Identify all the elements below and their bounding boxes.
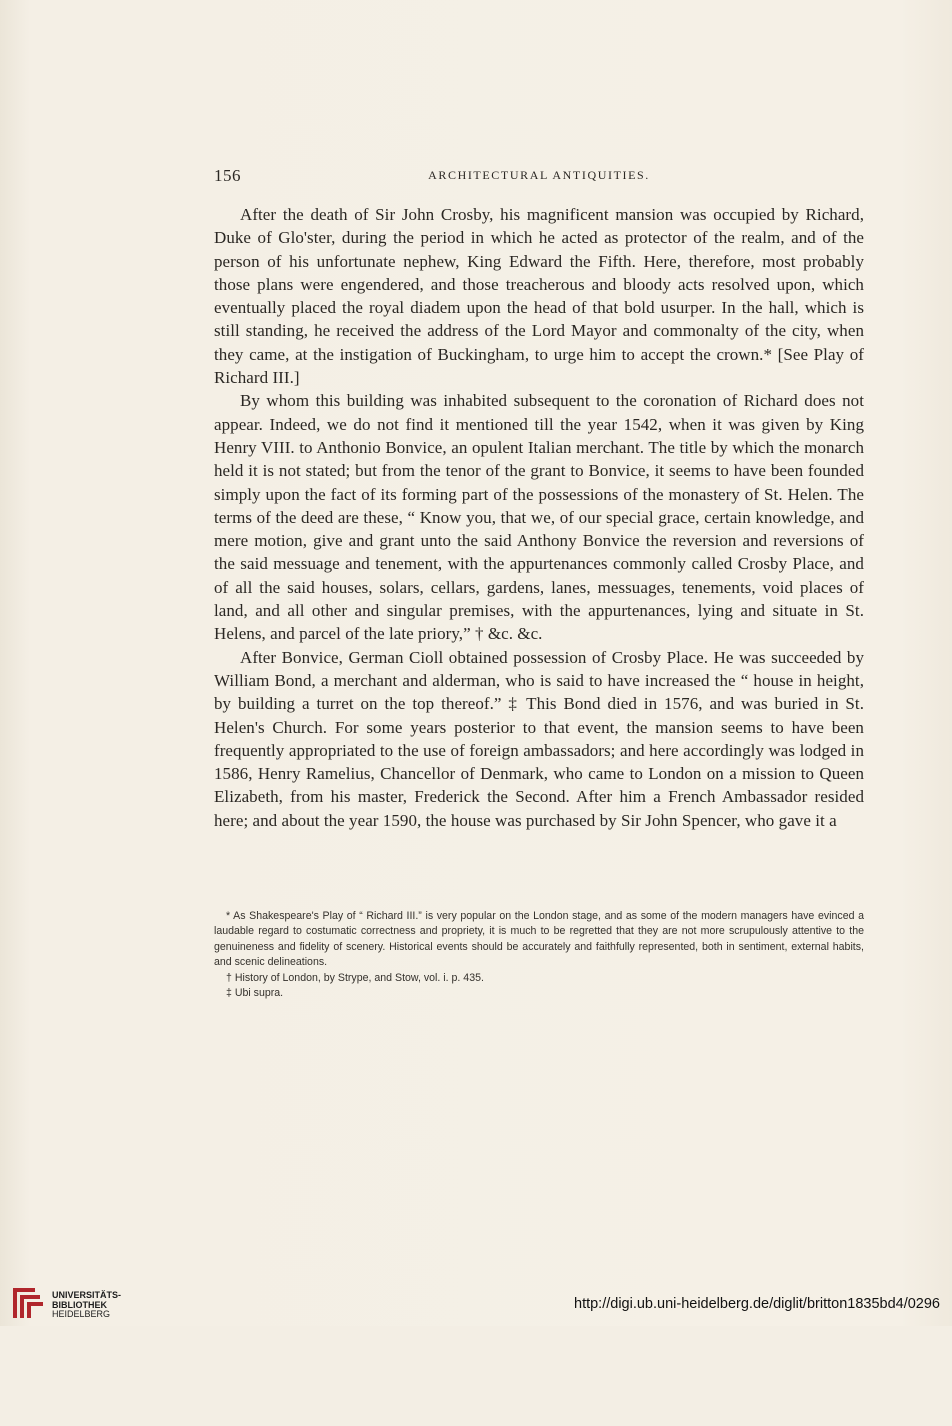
paragraph: After Bonvice, German Cioll obtained possession of Crosby Place. He was succeeded by William Bond, a merchant and alderman, who is said to have increased the “ house in height, by building a turret on the top thereof.” ‡ This Bond died in 1576, and was buried in St. Helen's Church. For some years posterior to that event, the mansion seems to have been frequently appropriated to the use of foreign ambassadors; and here accordingly was lodged in 1586, Henry Ramelius, Chancellor of Denmark, who came to London on a mission to Queen Elizabeth, from his master, Frederick the Second. After him a French Ambassador resided here; and about the year 1590, the house was purchased by Sir John Spencer, who gave it a — [214, 647, 864, 830]
paragraph: After the death of Sir John Crosby, his magnificent mansion was occupied by Richard, Duke of Glo'ster, during the period in which he acted as protector of the realm, and of the person of his unfortunate nephew, King Edward the Fifth. Here, therefore, most probably those plans were engendered, and those treacherous and bloody acts resolved upon, which eventually placed the royal diadem upon the head of that bold usurper. In the hall, which is still standing, he received the address of the Lord Mayor and commonalty of the city, when they came, at the instigation of Buckingham, to urge him to accept the crown.* [See Play of Richard III.] — [214, 205, 864, 388]
source-url[interactable]: http://digi.ub.uni-heidelberg.de/diglit/britton1835bd4/0296 — [574, 1296, 940, 1312]
library-logo[interactable] — [10, 1284, 210, 1322]
footnotes — [214, 909, 864, 1001]
library-name-line1: UNIVERSITÄTS- — [52, 1290, 122, 1300]
footer-bar — [0, 1392, 952, 1426]
footnote: * As Shakespeare's Play of “ Richard III.” is very popular on the London stage, and as some of the modern managers have evinced a laudable regard to costumatic correctness and propriety, it is much to be regretted that they are not more scrupulously attentive to the genuineness and fidelity of scenery. Historical events should be accurately and faithfully represented, both in sentiment, external habits, and scenic delineations. — [214, 910, 864, 969]
body-text — [214, 203, 864, 832]
library-name-line2: BIBLIOTHEK — [52, 1299, 107, 1310]
library-name-line3: HEIDELBERG — [52, 1309, 111, 1320]
university-library-logo-icon — [10, 1284, 48, 1322]
footnote: ‡ Ubi supra. — [226, 987, 284, 1000]
running-head — [214, 166, 864, 190]
paragraph: By whom this building was inhabited subsequent to the coronation of Richard does not appear. Indeed, we do not find it mentioned till the year 1542, when it was given by King Henry VIII. to Anthonio Bonvice, an opulent Italian merchant. The title by which the monarch held it is not stated; but from the tenor of the grant to Bonvice, it seems to have been founded simply upon the fact of its forming part of the possessions of the monastery of St. Helen. The terms of the deed are these, “ Know you, that we, of our special grace, certain knowledge, and mere motion, give and grant unto the said Anthony Bonvice the reversion and reversions of the said messuage and tenement, with the appurtenances commonly called Crosby Place, and of all the said houses, solars, cellars, gardens, lanes, messuages, tenements, void places of land, and all other and singular premises, with the appurtenances, lying and situate in St. Helens, and parcel of the late priory,” † &c. &c. — [214, 391, 864, 644]
running-title: ARCHITECTURAL ANTIQUITIES. — [428, 168, 650, 182]
page-number: 156 — [214, 166, 241, 185]
footnote: † History of London, by Strype, and Stow, vol. i. p. 435. — [226, 971, 484, 984]
